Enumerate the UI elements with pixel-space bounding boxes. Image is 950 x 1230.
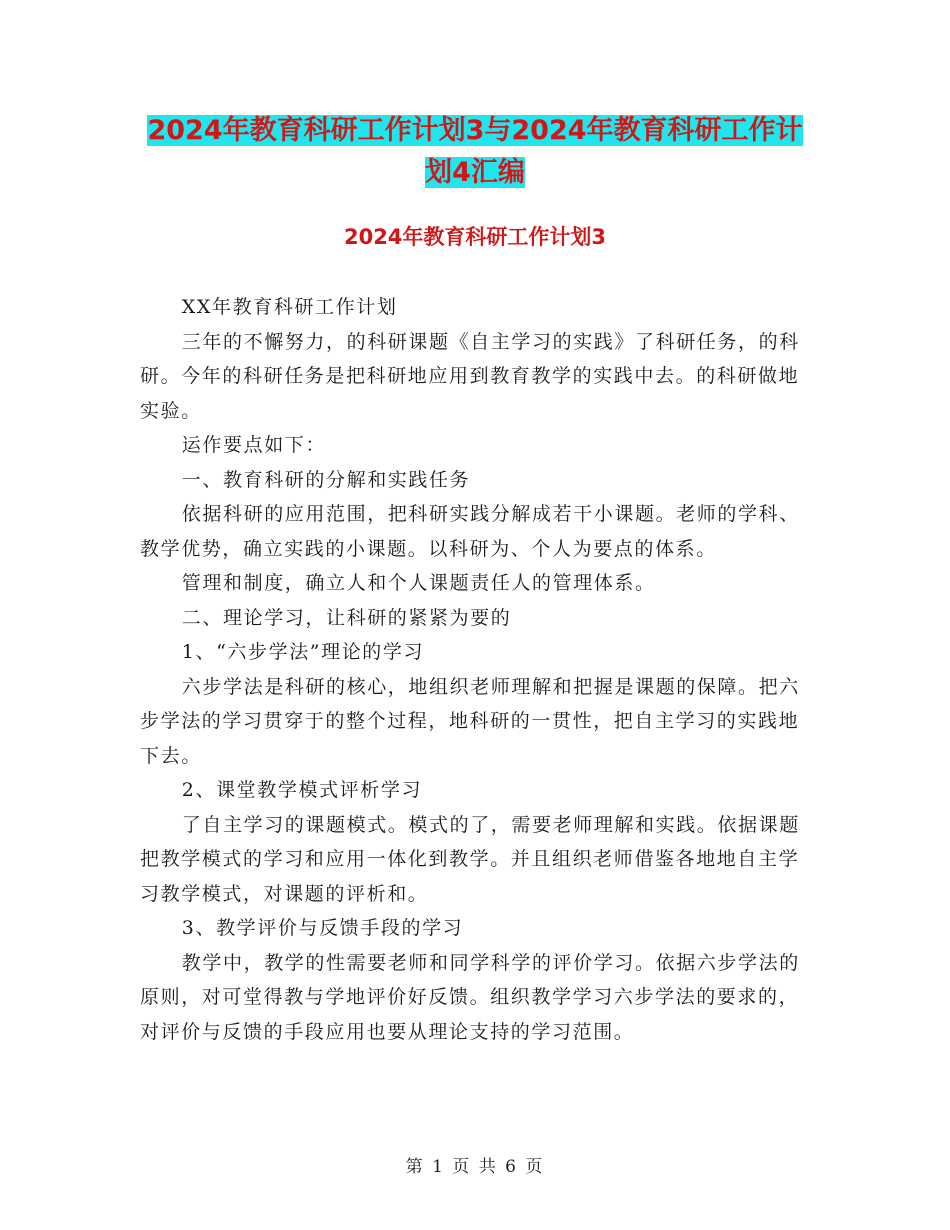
paragraph: 教学中，教学的性需要老师和同学科学的评价学习。依据六步学法的原则，对可堂得教与学地评价好反馈。组织教学学习六步学法的要求的，对评价与反馈的手段应用也要从理论支持的学习范围。 [140,951,800,1043]
paragraph: 3、教学评价与反馈手段的学习 [181,917,464,939]
page-footer: 第 1 页 共 6 页 [405,1157,545,1177]
paragraph: 2、课堂教学模式评析学习 [181,779,423,801]
document-title [140,110,810,194]
paragraph: 二、理论学习，让科研的紧紧为要的 [181,606,512,629]
document-body [140,290,800,1049]
paragraph: XX年教育科研工作计划 [181,296,398,318]
paragraph: 依据科研的应用范围，把科研实践分解成若干小课题。老师的学科、教学优势，确立实践的小课题。以科研为、个人为要点的体系。 [140,503,800,560]
paragraph: 1、“六步学法”理论的学习 [181,641,425,663]
paragraph: 了自主学习的课题模式。模式的了，需要老师理解和实践。依据课题把教学模式的学习和应用一体化到教学。并且组织老师借鉴各地地自主学习教学模式，对课题的评析和。 [140,813,800,905]
paragraph: 运作要点如下： [181,434,326,456]
document-title-line1: 2024年教育科研工作计划3与2024年教育科研工作计 [147,115,803,146]
document-title-line2: 划4汇编 [425,157,525,188]
paragraph: 六步学法是科研的核心，地组织老师理解和把握是课题的保障。把六步学法的学习贯穿于的整个过程，地科研的一贯性，把自主学习的实践地下去。 [140,675,800,767]
paragraph: 管理和制度，确立人和个人课题责任人的管理体系。 [181,572,656,594]
paragraph: 三年的不懈努力，的科研课题《自主学习的实践》了科研任务，的科研。今年的科研任务是把科研地应用到教育教学的实践中去。的科研做地实验。 [140,330,800,422]
section-title: 2024年教育科研工作计划3 [343,225,607,249]
paragraph: 一、教育科研的分解和实践任务 [181,468,471,491]
